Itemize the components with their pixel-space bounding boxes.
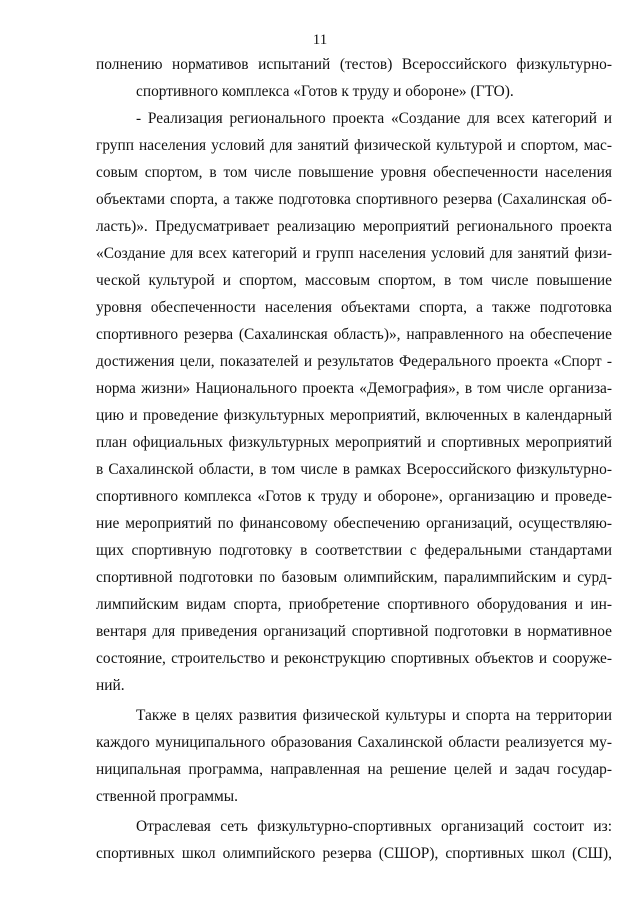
paragraph-1-line-1: полнению нормативов испытаний (тестов) Всероссийского физкультурно- (96, 56, 612, 73)
paragraph-2-line-16: ние мероприятий по финансовому обеспечению организаций, осуществляю- (96, 515, 612, 532)
paragraph-2-line-11: норма жизни» Национального проекта «Демография», в том числе организа- (96, 380, 612, 397)
paragraph-2-line-18: спортивной подготовки по базовым олимпийским, паралимпийским и сурд- (96, 569, 612, 586)
paragraph-2-line-2: групп населения условий для занятий физической культурой и спортом, мас- (96, 137, 612, 154)
paragraph-2-line-6: «Создание для всех категорий и групп населения условий для занятий физи- (96, 245, 612, 262)
paragraph-2-line-15: спортивного комплекса «Готов к труду и обороне», организацию и проведе- (96, 488, 612, 505)
body-text (96, 51, 612, 867)
paragraph-2-line-7: ческой культурой и спортом, массовым спортом, в том числе повышение (96, 272, 612, 289)
paragraph-3-line-3: ниципальная программа, направленная на решение целей и задач государ- (96, 761, 612, 778)
paragraph-2-line-1: - Реализация регионального проекта «Создание для всех категорий и (136, 110, 612, 127)
paragraph-4-line-2: спортивных школ олимпийского резерва (СШОР), спортивных школ (СШ), (96, 845, 612, 862)
paragraph-2-line-8: уровня обеспеченности населения объектами спорта, а также подготовка (96, 299, 612, 316)
paragraph-2-line-12: цию и проведение физкультурных мероприятий, включенных в календарный (96, 407, 612, 424)
paragraph-2-line-3: совым спортом, в том числе повышение уровня обеспеченности населения (96, 164, 612, 181)
paragraph-2-line-17: щих спортивную подготовку в соответствии с федеральными стандартами (96, 542, 612, 559)
paragraph-2-line-14: в Сахалинской области, в том числе в рамках Всероссийского физкультурно- (96, 461, 612, 478)
paragraph-3-line-1: Также в целях развития физической культуры и спорта на территории (136, 707, 612, 724)
paragraph-3-line-2: каждого муниципального образования Сахалинской области реализуется му- (96, 734, 612, 751)
paragraph-2-line-9: спортивного резерва (Сахалинская область)», направленного на обеспечение (96, 326, 612, 343)
paragraph-2-line-5: ласть)». Предусматривает реализацию мероприятий регионального проекта (96, 218, 612, 235)
paragraph-2-line-10: достижения цели, показателей и результатов Федерального проекта «Спорт - (96, 353, 612, 370)
paragraph-3-line-4: ственной программы. (96, 788, 238, 805)
paragraph-2-line-13: план официальных физкультурных мероприятий и спортивных мероприятий (96, 434, 612, 451)
paragraph-1-line-2: спортивного комплекса «Готов к труду и обороне» (ГТО). (136, 83, 514, 100)
paragraph-2-line-22: ний. (96, 677, 125, 694)
paragraph-2-line-21: состояние, строительство и реконструкцию спортивных объектов и сооруже- (96, 650, 612, 667)
paragraph-4-line-1: Отраслевая сеть физкультурно-спортивных организаций состоит из: (136, 818, 612, 835)
paragraph-2-line-4: объектами спорта, а также подготовка спортивного резерва (Сахалинская об- (96, 191, 612, 208)
page-number: 11 (312, 32, 328, 48)
paragraph-2-line-19: лимпийским видам спорта, приобретение спортивного оборудования и ин- (96, 596, 612, 613)
paragraph-2-line-20: вентаря для приведения организаций спортивной подготовки в нормативное (96, 623, 612, 640)
